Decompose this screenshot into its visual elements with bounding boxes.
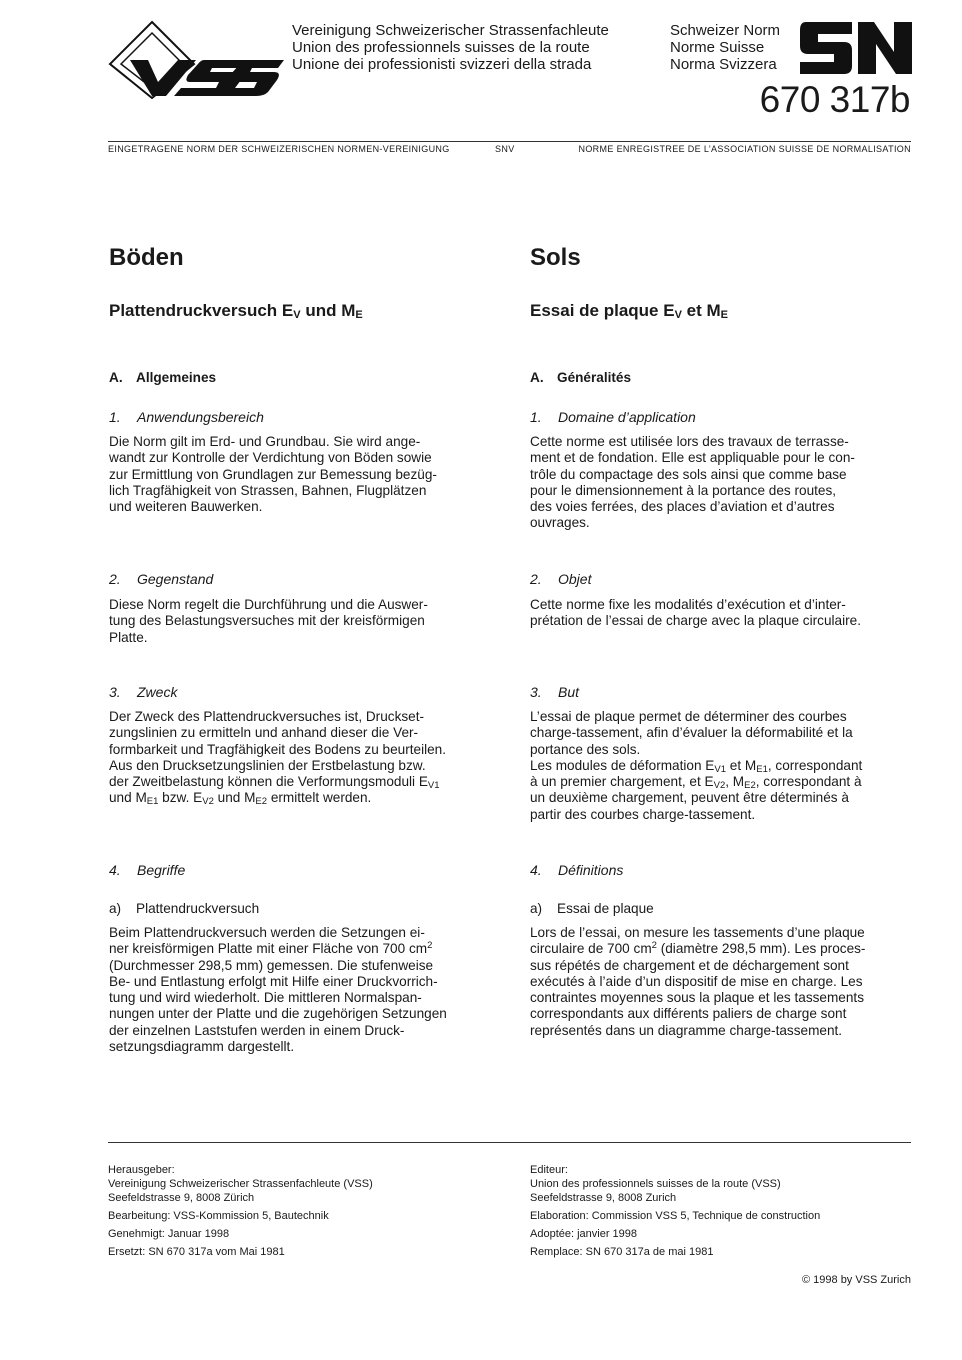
p3-line-de: formbarkeit und Tragfähigkeit des Bodens zu beurteilen. <box>109 741 447 757</box>
publisher-label-fr: Editeur: <box>530 1164 568 1176</box>
heading-4-de <box>109 862 491 878</box>
p1-line-fr: Cette norme est utilisée lors des travaux de terrasse- <box>530 434 849 449</box>
heading-4-number-de: 4. <box>109 862 121 878</box>
approved-de: Genehmigt: Januar 1998 <box>108 1228 230 1240</box>
p1-line-de: Die Norm gilt im Erd- und Grundbau. Sie wird ange- <box>109 434 421 449</box>
p3b-l2a-fr: à un premier chargement, et E <box>530 774 714 790</box>
heading-1-de <box>109 409 491 425</box>
section-a-number-de: A. <box>109 370 123 385</box>
copyright: © 1998 by VSS Zurich <box>802 1274 911 1286</box>
p3b-l1a-fr: Les modules de déformation E <box>530 757 715 773</box>
p4a-line-fr: Lors de l’essai, on mesure les tassements d’une plaque <box>530 925 865 940</box>
p3b-l2c-fr: , correspondant à <box>755 774 862 790</box>
heading-1-title-fr: Domaine d’application <box>558 409 696 425</box>
registration-note-fr: NORME ENREGISTREE DE L’ASSOCIATION SUISSE DE NORMALISATION <box>578 144 911 154</box>
p4a-l2b-fr: (diamètre 298,5 mm). Les proces- <box>656 941 866 957</box>
p3b-l1b-fr: et M <box>726 757 757 773</box>
heading-1-number-de: 1. <box>109 409 121 425</box>
paragraph-4a-fr <box>530 925 912 1039</box>
p3b-sub-v2-fr: V2 <box>713 780 726 792</box>
publisher-label-de: Herausgeber: <box>108 1164 175 1176</box>
p4a-l2a-fr: circulaire de 700 cm <box>530 941 652 957</box>
heading-3-de <box>109 684 491 700</box>
p3b-l1c-fr: , correspondant <box>767 757 863 773</box>
heading-3-number-fr: 3. <box>530 684 542 700</box>
footer-fr <box>530 1163 912 1259</box>
p4a-line-fr: exécutés à l’aide d’un dispositif de mise en charge. Les <box>530 973 863 989</box>
p3-line-fr: portance des sols. <box>530 741 641 757</box>
subtitle-de <box>109 301 491 325</box>
section-a-number-fr: A. <box>530 370 544 385</box>
title-de <box>109 244 491 272</box>
header-divider <box>108 141 911 142</box>
subtitle-de-sub1: V <box>293 309 301 321</box>
p3-sub-v2-de: V2 <box>202 796 214 808</box>
p3-sub-e2-de: E2 <box>255 796 268 808</box>
subtitle-fr <box>530 301 912 325</box>
p1-line-fr: pour le dimensionnement à la portance des routes, <box>530 482 837 498</box>
paragraph-2-de <box>109 597 491 646</box>
p4a-line-de: nungen unter der Platte und die zugehörigen Setzungen <box>109 1006 447 1022</box>
footer-divider <box>108 1142 911 1143</box>
subtitle-fr-text: Essai de plaque E <box>530 301 675 320</box>
heading-3-number-de: 3. <box>109 684 121 700</box>
paragraph-3-de <box>109 709 491 807</box>
p3-l6-b-de: bzw. E <box>158 790 203 806</box>
p4a-l2-text-de: ner kreisförmigen Platte mit einer Fläche von 700 cm <box>109 941 428 957</box>
p3-line-fr: charge-tassement, afin d’évaluer la déformabilité et la <box>530 725 853 741</box>
replaces-fr: Remplace: SN 670 317a de mai 1981 <box>530 1246 714 1258</box>
section-a-heading-de <box>109 370 491 386</box>
p4a-line-fr: sus répétés de chargement et de déchargement sont <box>530 957 849 973</box>
footer-de <box>108 1163 490 1259</box>
p4a-line-de: (Durchmesser 298,5 mm) gemessen. Die stufenweise <box>109 957 434 973</box>
subtitle-de-text: Plattendruckversuch E <box>109 301 294 320</box>
heading-2-fr <box>530 571 912 587</box>
heading-4a-fr <box>530 901 912 917</box>
heading-4-number-fr: 4. <box>530 862 542 878</box>
p2-line-de: Platte. <box>109 629 148 645</box>
document-title-de: Böden <box>109 244 184 271</box>
p4a-line-de <box>109 941 491 957</box>
p1-line-de: und weiteren Bauwerken. <box>109 499 263 515</box>
p3-l6-d-de: ermittelt werden. <box>267 790 372 806</box>
publisher-address-de: Seefeldstrasse 9, 8008 Zürich <box>108 1192 255 1204</box>
publisher-name-de: Vereinigung Schweizerischer Strassenfachleute (VSS) <box>108 1178 373 1190</box>
p1-line-de: wandt zur Kontrolle der Verdichtung von Böden sowie <box>109 450 432 466</box>
p3-line-fr <box>530 758 912 774</box>
p2-line-de: tung des Belastungsversuches mit der kreisförmigen <box>109 613 425 629</box>
heading-1-number-fr: 1. <box>530 409 542 425</box>
p3-line-de: zungslinien zu ermitteln und anhand dieser die Ver- <box>109 725 419 741</box>
heading-1-title-de: Anwendungsbereich <box>137 409 264 425</box>
vss-logo-icon <box>108 20 286 100</box>
p3b-sub-v1-fr: V1 <box>714 763 727 775</box>
paragraph-2-fr <box>530 597 912 630</box>
heading-2-number-fr: 2. <box>530 571 542 587</box>
heading-4a-title-fr: Essai de plaque <box>557 901 654 916</box>
p2-line-fr: prétation de l’essai de charge avec la plaque circulaire. <box>530 613 861 629</box>
heading-2-number-de: 2. <box>109 571 121 587</box>
p1-line-fr: trôle du compactage des sols ainsi que comme base <box>530 466 847 482</box>
p3-l6-a-de: und M <box>109 790 147 806</box>
registration-note-de: EINGETRAGENE NORM DER SCHWEIZERISCHEN NORMEN-VEREINIGUNG <box>108 144 450 154</box>
p1-line-fr: ouvrages. <box>530 515 590 531</box>
replaces-de: Ersetzt: SN 670 317a vom Mai 1981 <box>108 1246 285 1258</box>
p4a-line-de: tung und wird wiederholt. Die mittleren Normalspan- <box>109 990 422 1006</box>
p1-line-de: zur Ermittlung von Grundlagen zur Bemessung bezüg- <box>109 466 437 482</box>
subtitle-fr-mid: et M <box>681 301 721 320</box>
norm-label-fr: Norme Suisse <box>670 39 765 56</box>
section-a-title-de: Allgemeines <box>136 370 217 385</box>
org-name-fr: Union des professionnels suisses de la route <box>292 39 590 56</box>
approved-fr: Adoptée: janvier 1998 <box>530 1228 638 1240</box>
document-title-fr: Sols <box>530 244 581 271</box>
heading-1-fr <box>530 409 912 425</box>
p3-line-5-text-de: der Zweitbelastung können die Verformungsmoduli E <box>109 774 428 790</box>
org-name-de: Vereinigung Schweizerischer Strassenfachleute <box>292 22 609 39</box>
paragraph-3-fr <box>530 709 912 823</box>
p2-line-de: Diese Norm regelt die Durchführung und die Auswer- <box>109 597 428 612</box>
p4a-line-de: Beim Plattendruckversuch werden die Setzungen ei- <box>109 925 425 940</box>
subtitle-de-mid: und M <box>300 301 356 320</box>
publisher-name-fr: Union des professionnels suisses de la route (VSS) <box>530 1178 781 1190</box>
p3-l6-c-de: und M <box>213 790 256 806</box>
p3-line-fr: partir des courbes charge-tassement. <box>530 806 756 822</box>
heading-4a-title-de: Plattendruckversuch <box>136 901 260 916</box>
title-fr <box>530 244 912 272</box>
p4a-line-fr <box>530 941 912 957</box>
p3-line-de <box>109 790 491 806</box>
p3-sub-v1-de: V1 <box>427 780 440 792</box>
p3b-sub-e2-fr: E2 <box>744 780 756 792</box>
section-a-title-fr: Généralités <box>557 370 632 385</box>
editing-de: Bearbeitung: VSS-Kommission 5, Bautechnik <box>108 1210 329 1222</box>
norm-number: 670 317b <box>759 79 910 120</box>
p4a-sup-de: 2 <box>427 940 433 952</box>
p1-line-fr: des voies ferrées, des places d’aviation et d’autres <box>530 499 835 515</box>
p4a-line-fr: représentés dans un diagramme charge-tassement. <box>530 1022 843 1038</box>
p3-line-de: Aus den Drucksetzungslinien der Erstbelastung bzw. <box>109 757 426 773</box>
editing-fr: Elaboration: Commission VSS 5, Technique de construction <box>530 1210 821 1222</box>
subtitle-de-sub2: E <box>355 309 363 321</box>
publisher-address-fr: Seefeldstrasse 9, 8008 Zurich <box>530 1192 677 1204</box>
p3-line-fr: L’essai de plaque permet de déterminer des courbes <box>530 709 847 724</box>
p3-line-de <box>109 774 491 790</box>
norm-label-de: Schweizer Norm <box>670 22 781 39</box>
p1-line-fr: ment et de fondation. Elle est appliquable pour le con- <box>530 450 855 466</box>
sn-logo-icon <box>800 22 912 74</box>
p4a-line-de: setzungsdiagramm dargestellt. <box>109 1039 295 1055</box>
p4a-line-fr: correspondants aux différents paliers de charge sont <box>530 1006 847 1022</box>
heading-4a-de <box>109 901 491 917</box>
p1-line-de: lich Tragfähigkeit von Strassen, Bahnen, Flugplätzen <box>109 482 427 498</box>
heading-3-fr <box>530 684 912 700</box>
p3b-sub-e1-fr: E1 <box>756 763 768 775</box>
p4a-line-de: der einzelnen Laststufen werden in einem Druck- <box>109 1022 405 1038</box>
heading-2-title-de: Gegenstand <box>137 571 214 587</box>
p3-line-fr: un deuxième chargement, peuvent être déterminés à <box>530 790 849 806</box>
heading-4a-number-fr: a) <box>530 901 543 916</box>
norm-type-labels <box>670 22 780 73</box>
p4a-line-de: Be- und Entlastung erfolgt mit Hilfe einer Druckvorrich- <box>109 973 438 989</box>
p4a-line-fr: contraintes moyennes sous la plaque et les tassements <box>530 990 864 1006</box>
paragraph-1-fr <box>530 434 912 532</box>
heading-4-fr <box>530 862 912 878</box>
heading-4a-number-de: a) <box>109 901 122 916</box>
org-name-it: Unione dei professionisti svizzeri della strada <box>292 56 592 73</box>
heading-4-title-fr: Définitions <box>558 862 624 878</box>
heading-3-title-fr: But <box>558 684 580 700</box>
organization-names <box>292 22 609 73</box>
heading-2-title-fr: Objet <box>558 571 592 587</box>
subtitle-fr-sub2: E <box>720 309 728 321</box>
heading-2-de <box>109 571 491 587</box>
paragraph-1-de <box>109 434 491 515</box>
p3b-l2b-fr: , M <box>725 774 745 790</box>
p2-line-fr: Cette norme fixe les modalités d’exécution et d’inter- <box>530 597 846 612</box>
section-a-heading-fr <box>530 370 912 386</box>
heading-3-title-de: Zweck <box>137 684 178 700</box>
p3-line-de: Der Zweck des Plattendruckversuches ist, Druckset- <box>109 709 425 724</box>
subtitle-fr-sub1: V <box>674 309 682 321</box>
paragraph-4a-de <box>109 925 491 1055</box>
norm-label-it: Norma Svizzera <box>670 56 777 73</box>
p3-line-fr <box>530 774 912 790</box>
heading-4-title-de: Begriffe <box>137 862 186 878</box>
registration-note-snv: SNV <box>495 144 515 154</box>
p4a-sup-fr: 2 <box>651 940 657 952</box>
p3-sub-e1-de: E1 <box>146 796 159 808</box>
